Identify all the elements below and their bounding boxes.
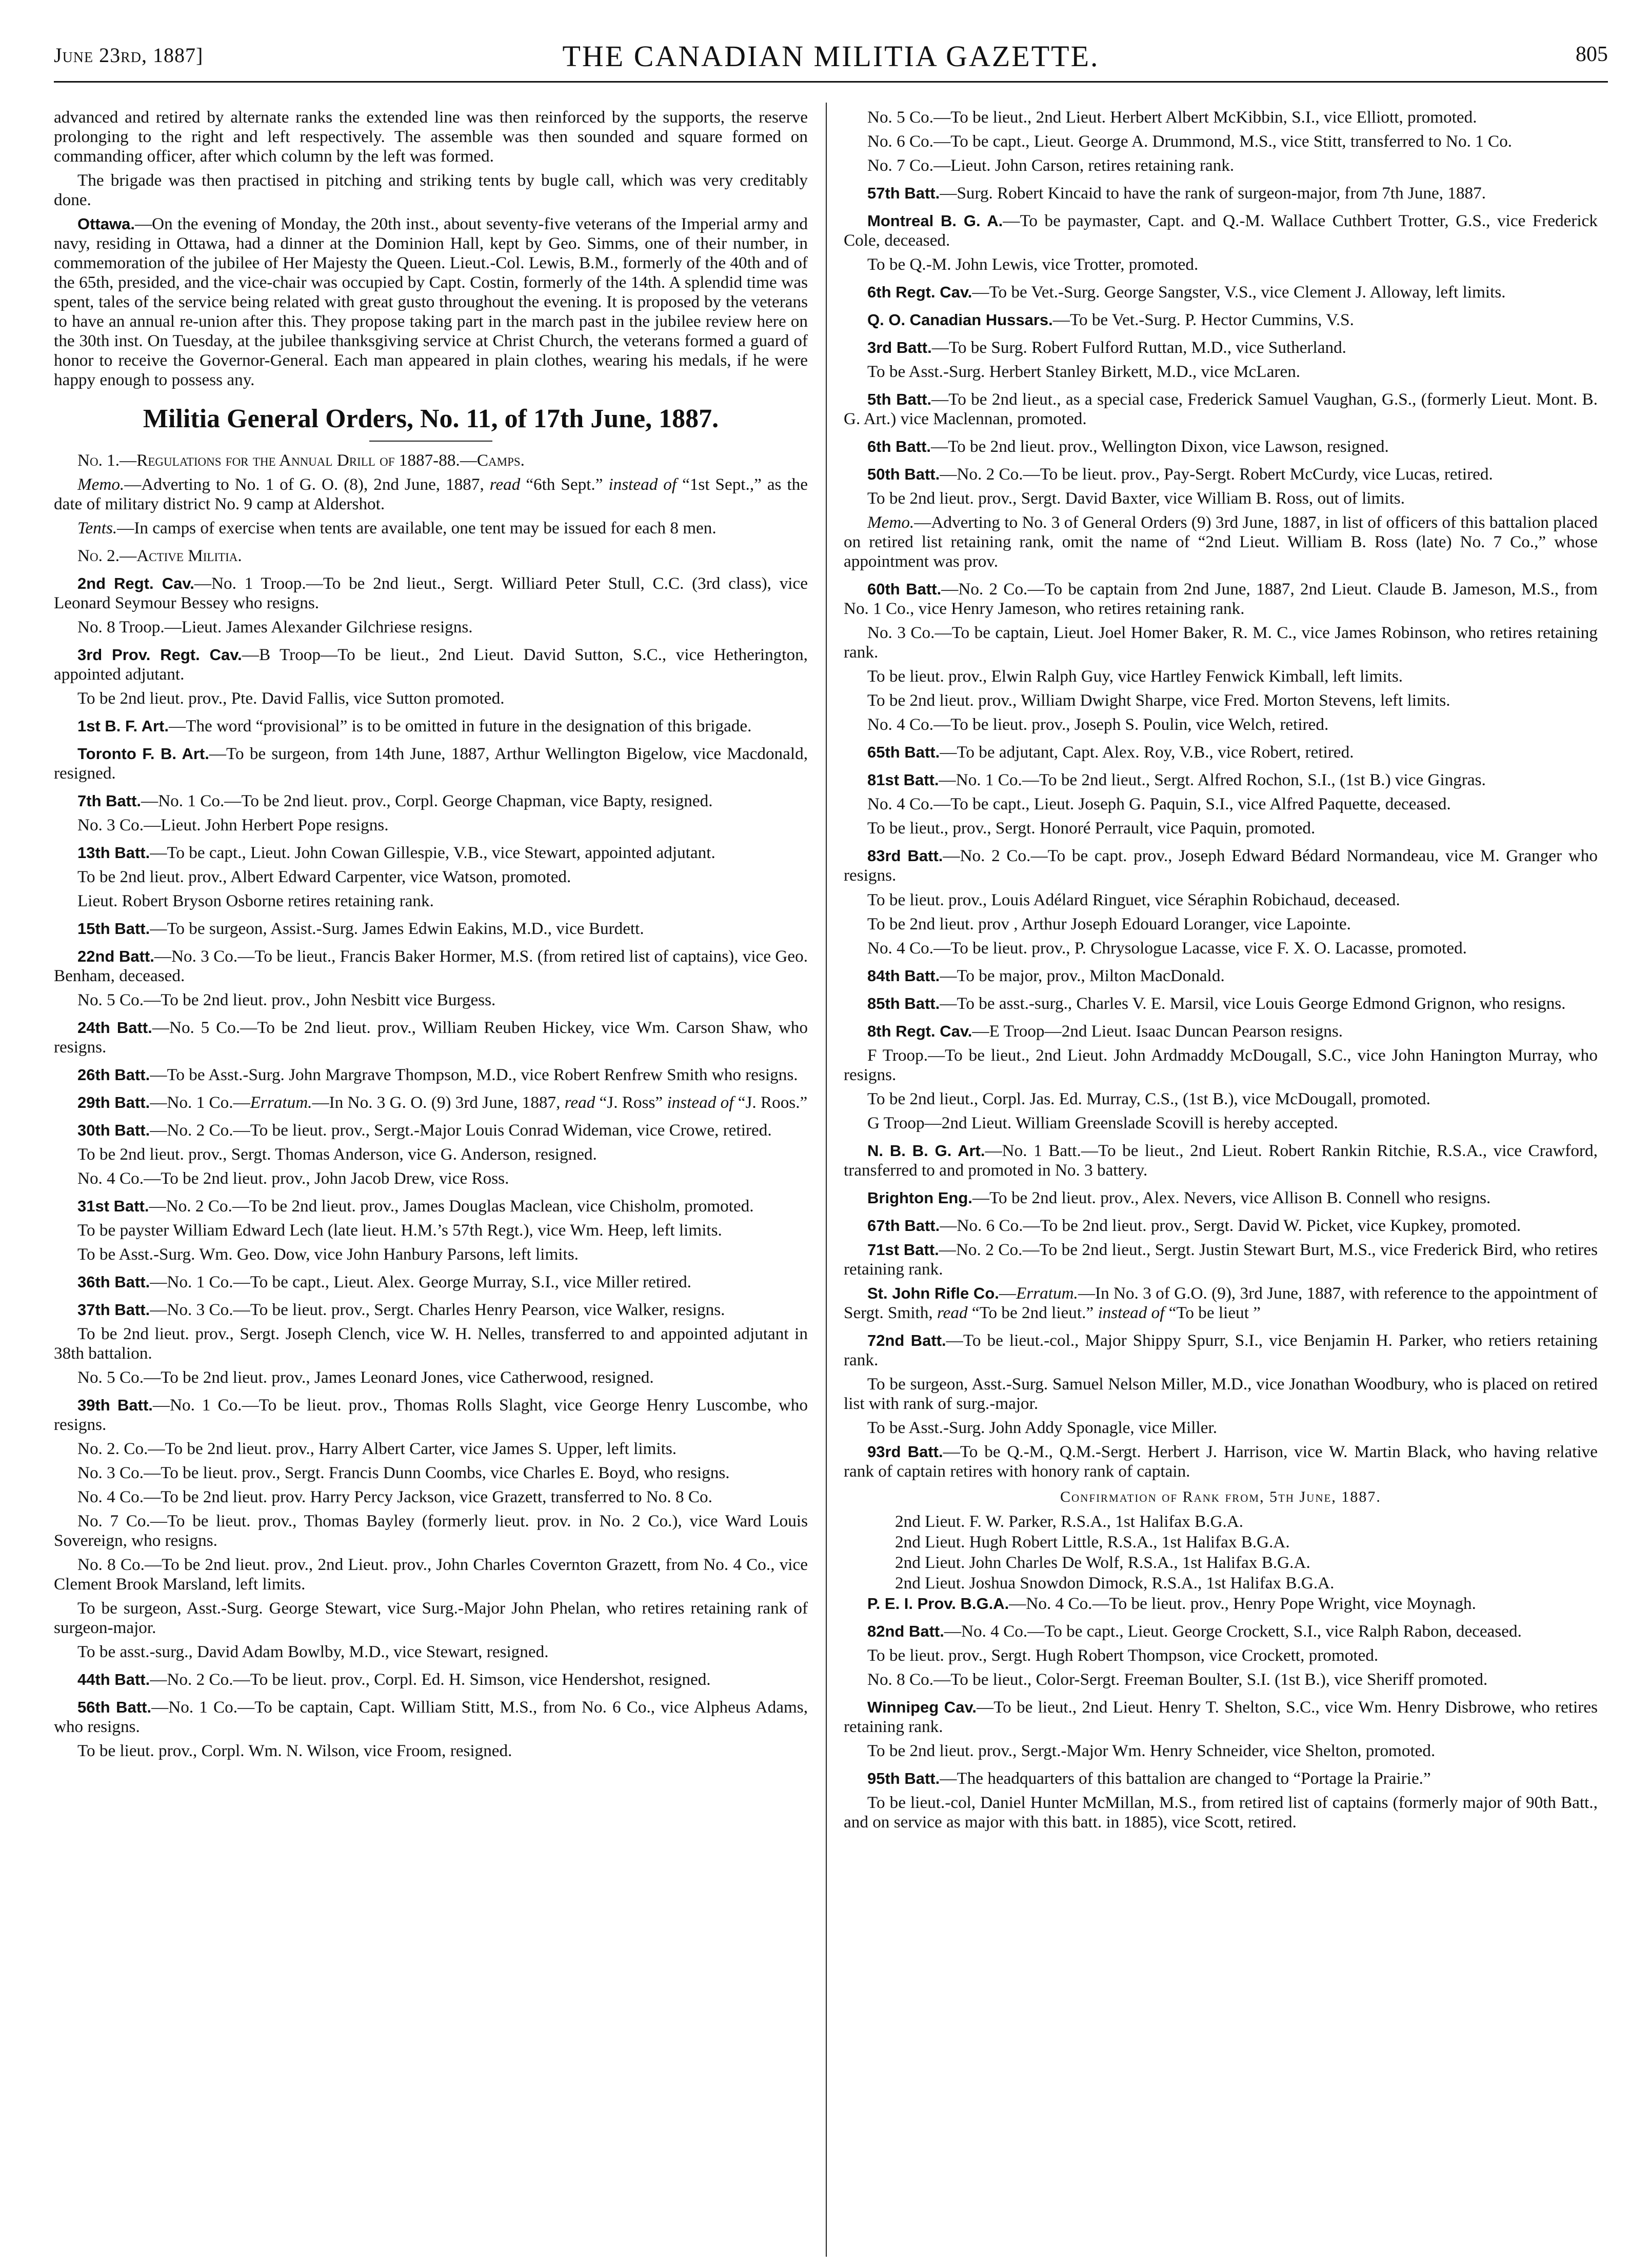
- order-entry: 26th Batt.—To be Asst.-Surg. John Margrave Thompson, M.D., vice Robert Renfrew Smith who resigns.: [77, 1065, 798, 1084]
- order-entry: Montreal B. G. A.—To be paymaster, Capt. and Q.-M. Wallace Cuthbert Trotter, G.S., vice Frederick Cole, deceased.: [844, 211, 1598, 250]
- order-entry: 3rd Batt.—To be Surg. Robert Fulford Ruttan, M.D., vice Sutherland.: [867, 338, 1346, 357]
- entry-text: —On the evening of Monday, the 20th inst., about seventy-five veterans of the Imperial army and navy, residing in Ottawa, had a dinner at the Dominion Hall, kept by Geo. Simms, one of their number, in commemoration of the jubilee of Her Majesty the Queen. Lieut.-Col. Lewis, B.M., formerly of the 40th and of the 65th, presided, and the vice-chair was occupied by Capt. Costin, formerly of the 14th. A splendid time was spent, tales of the service being related with great gusto throughout the evening. It is proposed by the veterans to have an annual re-union after this. They propose taking part in the march past in the jubilee review here on the 30th inst. On Tuesday, at the jubilee thanksgiving service at Christ Church, the veterans formed a guard of honor to receive the Governor-General. Each man appeared in plain clothes, wearing his medals, if he were happy enough to possess any.: [54, 214, 808, 390]
- left-column: [54, 108, 808, 1765]
- order-subentry: To be lieut. prov., Louis Adélard Ringuet, vice Séraphin Robichaud, deceased.: [867, 890, 1400, 909]
- order-entry: 93rd Batt.—To be Q.-M., Q.M.-Sergt. Herbert J. Harrison, vice W. Martin Black, who having relative rank of captain retires with honory rank of captain.: [844, 1442, 1598, 1481]
- order-subentry: To be 2nd lieut. prov., Pte. David Fallis, vice Sutton promoted.: [77, 688, 505, 708]
- order-subentry: To be surgeon, Asst.-Surg. George Stewart, vice Surg.-Major John Phelan, who retires retaining rank of surgeon-major.: [54, 1599, 808, 1638]
- order-entry: Toronto F. B. Art.—To be surgeon, from 14th June, 1887, Arthur Wellington Bigelow, vice Macdonald, resigned.: [54, 744, 808, 783]
- paragraph: advanced and retired by alternate ranks the extended line was then reinforced by the supports, the reserve prolonging to the right and left respectively. The assemble was then sounded and square formed on commanding officer, after which column by the left was formed.: [54, 108, 808, 166]
- order-subentry: To be 2nd lieut. prov., Sergt. Joseph Clench, vice W. H. Nelles, transferred to and appointed adjutant in 38th battalion.: [54, 1324, 808, 1363]
- order-entry: 95th Batt.—The headquarters of this battalion are changed to “Portage la Prairie.”: [867, 1769, 1431, 1788]
- confirmation-heading: Confirmation of Rank from, 5th June, 1887.: [1060, 1488, 1381, 1505]
- publication-title: THE CANADIAN MILITIA GAZETTE.: [562, 39, 1100, 73]
- order-subentry: No. 5 Co.—To be lieut., 2nd Lieut. Herbert Albert McKibbin, S.I., vice Elliott, promoted.: [867, 108, 1477, 127]
- order-entry: 30th Batt.—No. 2 Co.—To be lieut. prov., Sergt.-Major Louis Conrad Wideman, vice Crowe, retired.: [77, 1121, 772, 1140]
- order-entry: 57th Batt.—Surg. Robert Kincaid to have the rank of surgeon-major, from 7th June, 1887.: [867, 184, 1486, 203]
- order-entry: 71st Batt.—No. 2 Co.—To be 2nd lieut., Sergt. Justin Stewart Burt, M.S., vice Frederick Bird, who retires retaining rank.: [844, 1240, 1598, 1279]
- order-entry: 82nd Batt.—No. 4 Co.—To be capt., Lieut. George Crockett, S.I., vice Ralph Rabon, deceased.: [867, 1622, 1522, 1641]
- order-entry: 7th Batt.—No. 1 Co.—To be 2nd lieut. prov., Corpl. George Chapman, vice Bapty, resigned.: [77, 791, 713, 810]
- order-entry: 81st Batt.—No. 1 Co.—To be 2nd lieut., Sergt. Alfred Rochon, S.I., (1st B.) vice Gingras.: [867, 770, 1486, 790]
- order-entry: 13th Batt.—To be capt., Lieut. John Cowan Gillespie, V.B., vice Stewart, appointed adjutant.: [77, 843, 715, 862]
- order-entry: 2nd Regt. Cav.—No. 1 Troop.—To be 2nd lieut., Sergt. Williard Peter Stull, C.C. (3rd class), vice Leonard Seymour Bessey who resigns.: [54, 573, 808, 612]
- order-entry: St. John Rifle Co.—Erratum.—In No. 3 of G.O. (9), 3rd June, 1887, with reference to the appointment of Sergt. Smith, read “To be 2nd lieut.” instead of “To be lieut ”: [844, 1283, 1598, 1322]
- order-entry: 31st Batt.—No. 2 Co.—To be 2nd lieut. prov., James Douglas Maclean, vice Chisholm, promoted.: [77, 1197, 754, 1216]
- order-subentry: G Troop—2nd Lieut. William Greenslade Scovill is hereby accepted.: [867, 1113, 1338, 1132]
- order-entry: 72nd Batt.—To be lieut.-col., Major Shippy Spurr, S.I., vice Benjamin H. Parker, who retiers retaining rank.: [844, 1330, 1598, 1369]
- order-subentry: To be asst.-surg., David Adam Bowlby, M.D., vice Stewart, resigned.: [77, 1642, 549, 1662]
- order-subentry: No. 8 Co.—To be lieut., Color-Sergt. Freeman Boulter, S.I. (1st B.), vice Sheriff promoted.: [867, 1670, 1488, 1689]
- order-entry: 8th Regt. Cav.—E Troop—2nd Lieut. Isaac Duncan Pearson resigns.: [867, 1021, 1343, 1041]
- section-title: Militia General Orders, No. 11, of 17th June, 1887.: [143, 404, 719, 434]
- order-subentry: No. 3 Co.—To be lieut. prov., Sergt. Francis Dunn Coombs, vice Charles E. Boyd, who resigns.: [77, 1463, 730, 1483]
- order-subentry: To be lieut. prov., Sergt. Hugh Robert Thompson, vice Crockett, promoted.: [867, 1646, 1379, 1665]
- issue-date: June 23rd, 1887]: [54, 44, 204, 67]
- order-subentry: To be 2nd lieut. prov., Albert Edward Carpenter, vice Watson, promoted.: [77, 867, 571, 886]
- order-subentry: No. 4 Co.—To be 2nd lieut. prov. Harry Percy Jackson, vice Grazett, transferred to No. 8 Co.: [77, 1487, 712, 1507]
- order-entry: 37th Batt.—No. 3 Co.—To be lieut. prov., Sergt. Charles Henry Pearson, vice Walker, resigns.: [77, 1300, 725, 1320]
- order-subentry: To be surgeon, Asst.-Surg. Samuel Nelson Miller, M.D., vice Jonathan Woodbury, who is placed on retired list with rank of surg.-major.: [844, 1374, 1598, 1413]
- list-item: 2nd Lieut. Hugh Robert Little, R.S.A., 1st Halifax B.G.A.: [895, 1533, 1290, 1552]
- gazette-page: [54, 36, 1608, 2257]
- order-entry: 65th Batt.—To be adjutant, Capt. Alex. Roy, V.B., vice Robert, retired.: [867, 743, 1354, 762]
- order-subentry: To be payster William Edward Lech (late lieut. H.M.’s 57th Regt.), vice Wm. Heep, left limits.: [77, 1221, 722, 1240]
- order-subentry: To be Asst.-Surg. John Addy Sponagle, vice Miller.: [867, 1418, 1217, 1437]
- order-subentry: Lieut. Robert Bryson Osborne retires retaining rank.: [77, 891, 434, 910]
- order-entry: 29th Batt.—No. 1 Co.—Erratum.—In No. 3 G. O. (9) 3rd June, 1887, read “J. Ross” instead of “J. Roos.”: [77, 1093, 808, 1112]
- order-subentry: No. 4 Co.—To be lieut. prov., P. Chrysologue Lacasse, vice F. X. O. Lacasse, promoted.: [867, 938, 1467, 958]
- order-entry: 44th Batt.—No. 2 Co.—To be lieut. prov., Corpl. Ed. H. Simson, vice Hendershot, resigned.: [77, 1670, 711, 1689]
- order-subentry: No. 5 Co.—To be 2nd lieut. prov., James Leonard Jones, vice Catherwood, resigned.: [77, 1368, 654, 1387]
- tents-paragraph: Tents.—In camps of exercise when tents are available, one tent may be issued for each 8 men.: [77, 518, 717, 538]
- order-entry: 24th Batt.—No. 5 Co.—To be 2nd lieut. prov., William Reuben Hickey, vice Wm. Carson Shaw, who resigns.: [54, 1018, 808, 1057]
- order-subentry: No. 8 Co.—To be 2nd lieut. prov., 2nd Lieut. prov., John Charles Covernton Grazett, from No. 4 Co., vice Clement Brook Marsland, left limits.: [54, 1555, 808, 1594]
- order-subentry: To be 2nd lieut. prov., Sergt.-Major Wm. Henry Schneider, vice Shelton, promoted.: [867, 1741, 1436, 1761]
- order-subentry: To be Asst.-Surg. Herbert Stanley Birkett, M.D., vice McLaren.: [867, 362, 1301, 382]
- list-item: 2nd Lieut. John Charles De Wolf, R.S.A., 1st Halifax B.G.A.: [895, 1553, 1310, 1573]
- order-entry: Winnipeg Cav.—To be lieut., 2nd Lieut. Henry T. Shelton, S.C., vice Wm. Henry Disbrowe, who retires retaining rank.: [844, 1698, 1598, 1737]
- entry-heading: Ottawa.: [77, 215, 135, 233]
- order-subentry: To be lieut.-col, Daniel Hunter McMillan, M.S., from retired list of captains (formerly major of 90th Batt., and on service as major with this batt. in 1885), vice Scott, retired.: [844, 1793, 1598, 1832]
- order-subentry: To be lieut., prov., Sergt. Honoré Perrault, vice Paquin, promoted.: [867, 819, 1316, 838]
- order-entry: 6th Regt. Cav.—To be Vet.-Surg. George Sangster, V.S., vice Clement J. Alloway, left limits.: [867, 283, 1506, 302]
- order-entry: 39th Batt.—No. 1 Co.—To be lieut. prov., Thomas Rolls Slaght, vice George Henry Luscombe, who resigns.: [54, 1396, 808, 1435]
- order-entry: 5th Batt.—To be 2nd lieut., as a special case, Frederick Samuel Vaughan, G.S., (formerly Lieut. Mont. B. G. Art.) vice Maclennan, promoted.: [844, 390, 1598, 429]
- order-subentry: To be 2nd lieut. prov., Sergt. Thomas Anderson, vice G. Anderson, resigned.: [77, 1145, 597, 1164]
- order-subentry: No. 6 Co.—To be capt., Lieut. George A. Drummond, M.S., vice Stitt, transferred to No. 1 Co.: [867, 132, 1513, 151]
- order-subentry: To be 2nd lieut. prov., Sergt. David Baxter, vice William B. Ross, out of limits.: [867, 489, 1405, 508]
- order-subentry: No. 4 Co.—To be 2nd lieut. prov., John Jacob Drew, vice Ross.: [77, 1169, 509, 1188]
- order-subentry: No. 2. Co.—To be 2nd lieut. prov., Harry Albert Carter, vice James S. Upper, left limits.: [77, 1439, 677, 1459]
- order-entry: 36th Batt.—No. 1 Co.—To be capt., Lieut. Alex. George Murray, S.I., vice Miller retired.: [77, 1272, 691, 1292]
- order-entry: 22nd Batt.—No. 3 Co.—To be lieut., Francis Baker Hormer, M.S. (from retired list of captains), vice Geo. Benham, deceased.: [54, 946, 808, 985]
- order-subentry: To be 2nd lieut. prov., William Dwight Sharpe, vice Fred. Morton Stevens, left limits.: [867, 691, 1450, 710]
- page-number: 805: [1576, 43, 1608, 66]
- order-entry: 15th Batt.—To be surgeon, Assist.-Surg. James Edwin Eakins, M.D., vice Burdett.: [77, 919, 644, 938]
- order-subentry: No. 3 Co.—To be captain, Lieut. Joel Homer Baker, R. M. C., vice James Robinson, who retires retaining rank.: [844, 623, 1598, 662]
- order-entry: 84th Batt.—To be major, prov., Milton MacDonald.: [867, 966, 1225, 985]
- page-header: [54, 36, 1608, 83]
- order-subentry: No. 8 Troop.—Lieut. James Alexander Gilchriese resigns.: [77, 617, 473, 636]
- order-entry: 85th Batt.—To be asst.-surg., Charles V. E. Marsil, vice Louis George Edmond Grignon, who resigns.: [867, 993, 1566, 1013]
- order-entry: 3rd Prov. Regt. Cav.—B Troop—To be lieut., 2nd Lieut. David Sutton, S.C., vice Hetherington, appointed adjutant.: [54, 645, 808, 684]
- order-entry: Brighton Eng.—To be 2nd lieut. prov., Alex. Nevers, vice Allison B. Connell who resigns.: [867, 1188, 1491, 1207]
- subsection-heading: No. 1.—Regulations for the Annual Drill of 1887-88.—Camps.: [77, 450, 525, 470]
- order-entry: 60th Batt.—No. 2 Co.—To be captain from 2nd June, 1887, 2nd Lieut. Claude B. Jameson, M.S., from No. 1 Co., vice Henry Jameson, who retires retaining rank.: [844, 580, 1598, 619]
- order-subentry: To be lieut. prov., Elwin Ralph Guy, vice Hartley Fenwick Kimball, left limits.: [867, 667, 1403, 686]
- column-divider: [826, 103, 827, 2257]
- order-subentry: No. 4 Co.—To be capt., Lieut. Joseph G. Paquin, S.I., vice Alfred Paquette, deceased.: [867, 794, 1451, 814]
- order-subentry: To be 2nd lieut., Corpl. Jas. Ed. Murray, C.S., (1st B.), vice McDougall, promoted.: [867, 1089, 1430, 1108]
- order-subentry: To be 2nd lieut. prov , Arthur Joseph Edouard Loranger, vice Lapointe.: [867, 914, 1351, 933]
- subsection-heading: No. 2.—Active Militia.: [77, 546, 242, 565]
- list-item: 2nd Lieut. F. W. Parker, R.S.A., 1st Halifax B.G.A.: [895, 1512, 1244, 1531]
- order-entry: 83rd Batt.—No. 2 Co.—To be capt. prov., Joseph Edward Bédard Normandeau, vice M. Granger who resigns.: [844, 846, 1598, 885]
- ottawa-paragraph: [54, 214, 808, 390]
- order-subentry: To be Asst.-Surg. Wm. Geo. Dow, vice John Hanbury Parsons, left limits.: [77, 1245, 579, 1264]
- paragraph: The brigade was then practised in pitching and striking tents by bugle call, which was very creditably done.: [54, 171, 808, 210]
- order-subentry: No. 4 Co.—To be lieut. prov., Joseph S. Poulin, vice Welch, retired.: [867, 715, 1329, 734]
- order-entry: P. E. I. Prov. B.G.A.—No. 4 Co.—To be lieut. prov., Henry Pope Wright, vice Moynagh.: [867, 1594, 1476, 1614]
- order-entry: Q. O. Canadian Hussars.—To be Vet.-Surg. P. Hector Cummins, V.S.: [867, 310, 1354, 330]
- divider: [369, 441, 492, 442]
- order-entry: 50th Batt.—No. 2 Co.—To be lieut. prov., Pay-Sergt. Robert McCurdy, vice Lucas, retired.: [867, 465, 1493, 484]
- order-entry: 56th Batt.—No. 1 Co.—To be captain, Capt. William Stitt, M.S., from No. 6 Co., vice Alpheus Adams, who resigns.: [54, 1698, 808, 1737]
- list-item: 2nd Lieut. Joshua Snowdon Dimock, R.S.A., 1st Halifax B.G.A.: [895, 1574, 1335, 1593]
- order-subentry: No. 5 Co.—To be 2nd lieut. prov., John Nesbitt vice Burgess.: [77, 990, 496, 1009]
- order-subentry: No. 3 Co.—Lieut. John Herbert Pope resigns.: [77, 815, 389, 834]
- order-subentry: To be Q.-M. John Lewis, vice Trotter, promoted.: [867, 255, 1199, 274]
- order-entry: N. B. B. G. Art.—No. 1 Batt.—To be lieut., 2nd Lieut. Robert Rankin Ritchie, R.S.A., vice Crawford, transferred to and promoted in No. 3 battery.: [844, 1141, 1598, 1180]
- order-subentry: No. 7 Co.—To be lieut. prov., Thomas Bayley (formerly lieut. prov. in No. 2 Co.), vice Ward Louis Sovereign, who resigns.: [54, 1511, 808, 1550]
- order-subentry: No. 7 Co.—Lieut. John Carson, retires retaining rank.: [867, 156, 1235, 175]
- order-entry: 67th Batt.—No. 6 Co.—To be 2nd lieut. prov., Sergt. David W. Picket, vice Kupkey, promoted.: [867, 1216, 1521, 1235]
- memo-paragraph: Memo.—Adverting to No. 1 of G. O. (8), 2nd June, 1887, read “6th Sept.” instead of “1st Sept.,” as the date of military district No. 9 camp at Aldershot.: [54, 474, 808, 513]
- order-subentry: F Troop.—To be lieut., 2nd Lieut. John Ardmaddy McDougall, S.C., vice John Hanington Murray, who resigns.: [844, 1045, 1598, 1084]
- order-entry: 6th Batt.—To be 2nd lieut. prov., Wellington Dixon, vice Lawson, resigned.: [867, 437, 1389, 456]
- right-column: [844, 108, 1598, 1837]
- order-subentry: To be lieut. prov., Corpl. Wm. N. Wilson, vice Froom, resigned.: [77, 1741, 512, 1761]
- memo-paragraph: Memo.—Adverting to No. 3 of General Orders (9) 3rd June, 1887, in list of officers of this battalion placed on retired list retaining rank, omit the name of “2nd Lieut. William B. Ross (late) No. 7 Co.,” whose appointment was prov.: [844, 513, 1598, 571]
- order-entry: 1st B. F. Art.—The word “provisional” is to be omitted in future in the designation of this brigade.: [77, 716, 752, 735]
